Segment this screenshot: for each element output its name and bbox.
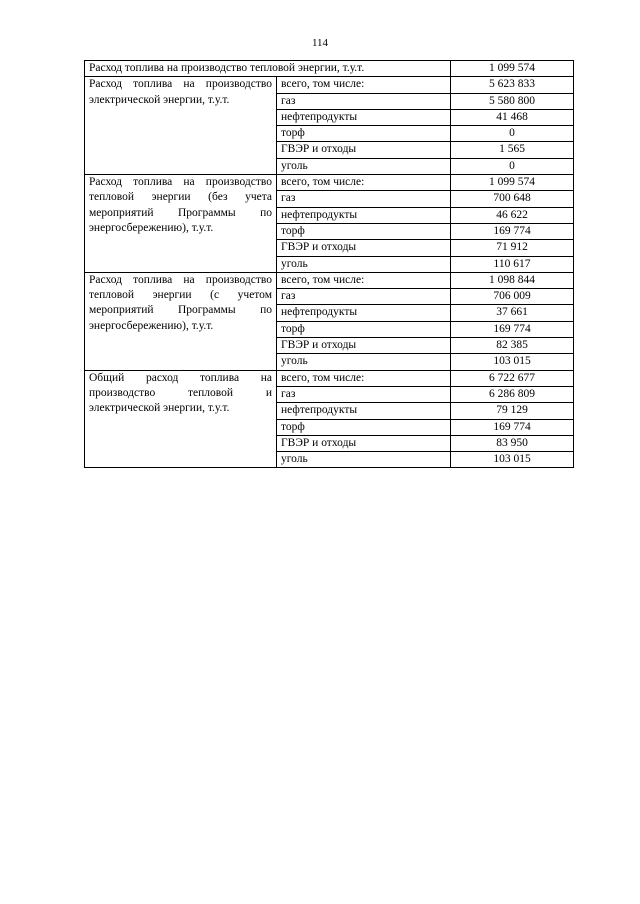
fuel-type-cell: нефтепродукты	[277, 207, 451, 223]
row-label: Расход топлива на производство тепловой энергии, т.у.т.	[85, 61, 451, 77]
fuel-type-cell: ГВЭР и отходы	[277, 435, 451, 451]
fuel-type-cell: нефтепродукты	[277, 403, 451, 419]
fuel-type-cell: торф	[277, 126, 451, 142]
fuel-type-cell: уголь	[277, 256, 451, 272]
fuel-value-cell: 5 580 800	[451, 93, 574, 109]
fuel-consumption-table	[84, 60, 574, 468]
group-label: Расход топлива на производство тепловой энергии (с учетом мероприятий Программы по энергосбережению), т.у.т.	[85, 272, 277, 370]
fuel-type-cell: торф	[277, 223, 451, 239]
fuel-value-cell: 0	[451, 126, 574, 142]
fuel-value-cell: 79 129	[451, 403, 574, 419]
table-row	[85, 175, 574, 191]
table-row	[85, 61, 574, 77]
fuel-value-cell: 103 015	[451, 354, 574, 370]
page-number: 114	[311, 37, 329, 49]
fuel-value-cell: 6 286 809	[451, 386, 574, 402]
fuel-value-cell: 0	[451, 158, 574, 174]
group-label: Общий расход топлива на производство тепловой и электрической энергии, т.у.т.	[85, 370, 277, 468]
fuel-value-cell: 169 774	[451, 223, 574, 239]
fuel-type-cell: уголь	[277, 158, 451, 174]
fuel-type-cell: всего, том числе:	[277, 77, 451, 93]
fuel-value-cell: 5 623 833	[451, 77, 574, 93]
row-value: 1 099 574	[451, 61, 574, 77]
fuel-type-cell: нефтепродукты	[277, 305, 451, 321]
fuel-type-cell: ГВЭР и отходы	[277, 338, 451, 354]
fuel-value-cell: 41 468	[451, 109, 574, 125]
fuel-type-cell: газ	[277, 386, 451, 402]
fuel-value-cell: 71 912	[451, 240, 574, 256]
fuel-value-cell: 706 009	[451, 289, 574, 305]
fuel-type-cell: газ	[277, 93, 451, 109]
fuel-value-cell: 82 385	[451, 338, 574, 354]
fuel-value-cell: 110 617	[451, 256, 574, 272]
fuel-type-cell: уголь	[277, 452, 451, 468]
fuel-value-cell: 169 774	[451, 321, 574, 337]
fuel-type-cell: всего, том числе:	[277, 272, 451, 288]
group-label: Расход топлива на производство тепловой энергии (без учета мероприятий Программы по энергосбережению), т.у.т.	[85, 175, 277, 273]
fuel-type-cell: ГВЭР и отходы	[277, 240, 451, 256]
fuel-value-cell: 1 099 574	[451, 175, 574, 191]
fuel-value-cell: 6 722 677	[451, 370, 574, 386]
fuel-value-cell: 700 648	[451, 191, 574, 207]
table-row	[85, 370, 574, 386]
fuel-value-cell: 1 565	[451, 142, 574, 158]
fuel-value-cell: 83 950	[451, 435, 574, 451]
fuel-value-cell: 1 098 844	[451, 272, 574, 288]
fuel-value-cell: 103 015	[451, 452, 574, 468]
fuel-value-cell: 46 622	[451, 207, 574, 223]
group-label: Расход топлива на производство электрической энергии, т.у.т.	[85, 77, 277, 175]
fuel-type-cell: торф	[277, 321, 451, 337]
table-row	[85, 272, 574, 288]
fuel-value-cell: 169 774	[451, 419, 574, 435]
table-body	[85, 61, 574, 468]
fuel-type-cell: газ	[277, 191, 451, 207]
fuel-type-cell: ГВЭР и отходы	[277, 142, 451, 158]
fuel-type-cell: газ	[277, 289, 451, 305]
fuel-type-cell: всего, том числе:	[277, 175, 451, 191]
fuel-value-cell: 37 661	[451, 305, 574, 321]
fuel-type-cell: торф	[277, 419, 451, 435]
fuel-type-cell: всего, том числе:	[277, 370, 451, 386]
fuel-type-cell: нефтепродукты	[277, 109, 451, 125]
fuel-type-cell: уголь	[277, 354, 451, 370]
table-row	[85, 77, 574, 93]
